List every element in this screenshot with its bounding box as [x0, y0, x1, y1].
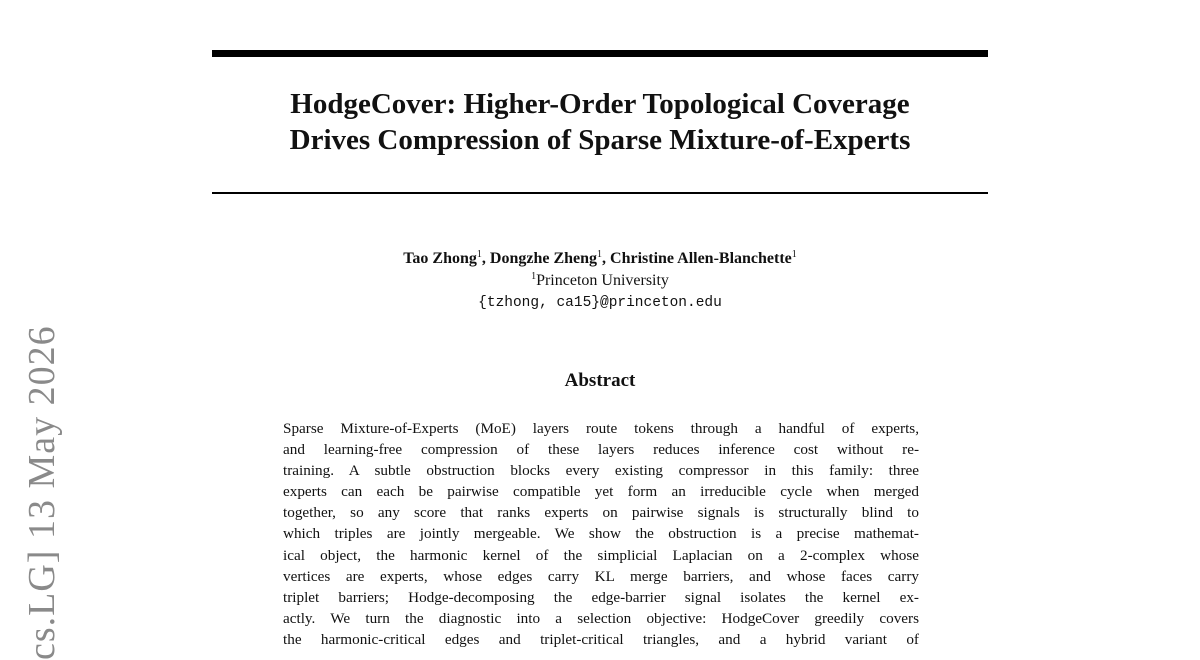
abstract-line: vertices are experts, whose edges carry KL merge barriers, and whose faces carry: [283, 567, 919, 585]
title-top-rule: [212, 50, 988, 57]
abstract-line: ical object, the harmonic kernel of the simplicial Laplacian on a 2-complex whose: [283, 546, 919, 564]
author-block: [212, 248, 988, 314]
affiliation-name: Princeton University: [536, 272, 669, 289]
author-name: Dongzhe Zheng: [489, 250, 598, 267]
abstract-line: actly. We turn the diagnostic into a selection objective: HodgeCover greedily covers: [283, 609, 919, 627]
author-name: Christine Allen-Blanchette: [610, 250, 792, 267]
author-separator: ,: [481, 250, 490, 267]
author-list: [212, 248, 988, 270]
paper-title: [212, 86, 988, 158]
author-email: {tzhong, ca15}@princeton.edu: [478, 295, 722, 311]
title-line-1: HodgeCover: Higher-Order Topological Coverage: [290, 88, 910, 120]
arxiv-side-stamp: cs.LG] 13 May 2026: [21, 325, 63, 660]
abstract-line: which triples are jointly mergeable. We show the obstruction is a precise mathemat-: [283, 525, 919, 543]
abstract-line: and learning-free compression of these layers reduces inference cost without re-: [283, 441, 919, 459]
title-bottom-rule: [212, 192, 988, 194]
affiliation-mark: 1: [791, 249, 797, 260]
abstract-line: training. A subtle obstruction blocks every existing compressor in this family: three: [283, 462, 919, 480]
affiliation-mark: 1: [531, 271, 537, 282]
author-separator: ,: [602, 250, 611, 267]
abstract-body: [283, 418, 919, 650]
abstract-line: triplet barriers; Hodge-decomposing the edge-barrier signal isolates the kernel ex-: [283, 588, 919, 606]
affiliation-mark: 1: [476, 249, 482, 260]
abstract-heading: Abstract: [564, 370, 636, 391]
abstract-line: the harmonic-critical edges and triplet-critical triangles, and a hybrid variant of: [283, 630, 919, 648]
author-name: Tao Zhong: [403, 250, 477, 267]
affiliation-mark: 1: [597, 249, 603, 260]
affiliation: [212, 270, 988, 292]
abstract-line: Sparse Mixture-of-Experts (MoE) layers route tokens through a handful of experts,: [283, 420, 919, 437]
abstract-line: together, so any score that ranks experts on pairwise signals is structurally blind to: [283, 504, 919, 522]
abstract-line: experts can each be pairwise compatible yet form an irreducible cycle when merged: [283, 483, 919, 501]
title-line-2: Drives Compression of Sparse Mixture-of-Experts: [289, 124, 911, 156]
